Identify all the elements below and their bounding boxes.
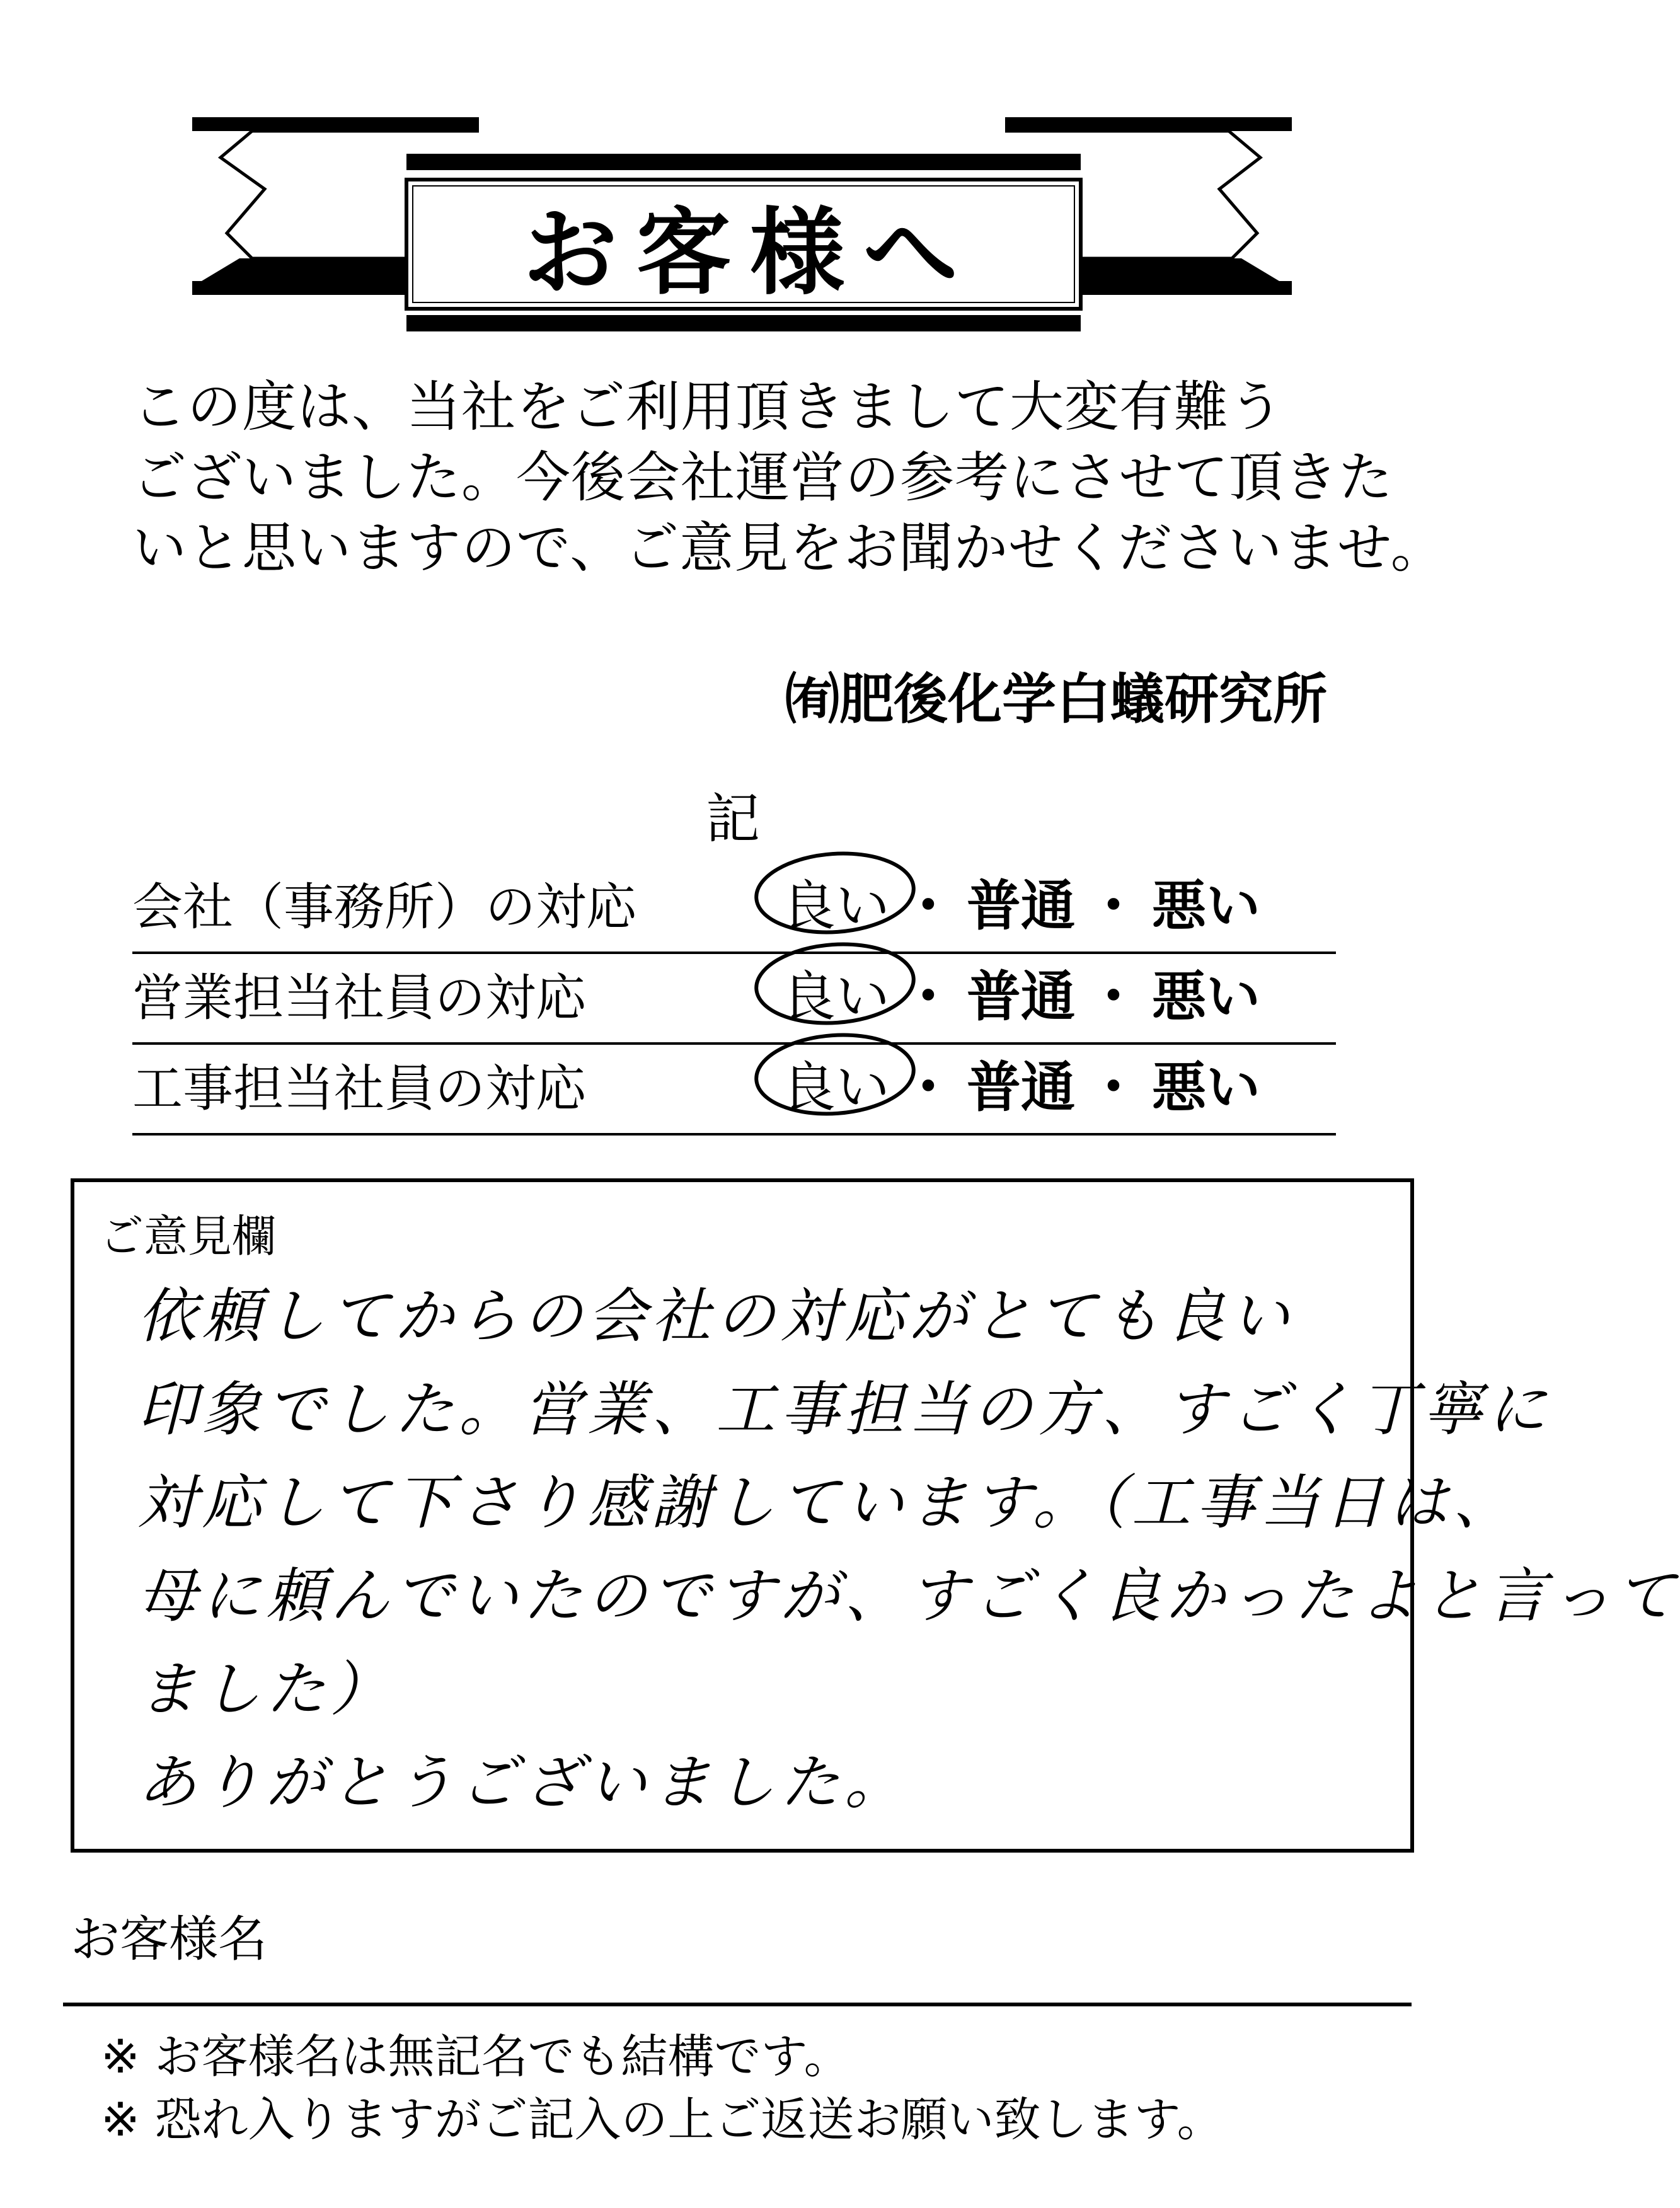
comment-line: ました） — [137, 1655, 395, 1724]
opinion-label: ご意見欄 — [100, 1210, 276, 1262]
option-bad[interactable]: 悪い — [1152, 1056, 1260, 1119]
option-good-label: 良い — [781, 1056, 890, 1119]
intro-line: ございました。今後会社運営の参考にさせて頂きた — [132, 446, 1393, 509]
option-good-label: 良い — [781, 965, 890, 1028]
rating-label: 会社（事務所）の対応 — [132, 878, 636, 936]
option-good-selected[interactable] — [781, 862, 890, 940]
customer-name-label: お客様名 — [71, 1911, 268, 1968]
option-good-selected[interactable] — [781, 1044, 890, 1122]
intro-line: この度は、当社をご利用頂きまして大変有難う — [132, 376, 1284, 439]
option-separator: ・ — [1086, 875, 1141, 938]
opinion-box[interactable] — [71, 1178, 1680, 1853]
comment-line: 印象でした。営業、工事担当の方、すごく丁寧に — [137, 1376, 1552, 1444]
banner-top-bar-center — [406, 154, 1081, 170]
option-normal[interactable]: 普通 — [967, 965, 1075, 1028]
intro-paragraph — [132, 372, 1446, 584]
option-good-label: 良い — [781, 875, 890, 938]
page-title: お客様へ — [522, 197, 977, 308]
customer-name-line[interactable] — [63, 2003, 1412, 2006]
rating-label: 工事担当社員の対応 — [132, 1059, 586, 1118]
option-bad[interactable]: 悪い — [1152, 875, 1260, 938]
option-separator: ・ — [901, 1056, 955, 1119]
option-normal[interactable]: 普通 — [967, 1056, 1075, 1119]
option-separator: ・ — [901, 965, 955, 1028]
option-separator: ・ — [1086, 965, 1141, 1028]
banner-bottom-bar-center — [406, 315, 1081, 331]
rating-row-construction — [132, 1045, 1336, 1136]
company-name: ㈲肥後化学白蟻研究所 — [785, 668, 1327, 731]
rating-row-office — [132, 863, 1336, 954]
ki-heading: 記 — [706, 788, 760, 851]
rating-options — [781, 953, 1260, 1031]
option-bad[interactable]: 悪い — [1152, 965, 1260, 1028]
option-separator: ・ — [901, 875, 955, 938]
rating-options — [781, 862, 1260, 940]
note-return: ※ 恐れ入りますがご記入の上ご返送お願い致します。 — [101, 2093, 1224, 2147]
comment-line: 対応して下さり感謝しています。（工事当日は、 — [137, 1469, 1517, 1538]
intro-line: いと思いますので、ご意見をお聞かせくださいませ。 — [132, 517, 1446, 580]
option-normal[interactable]: 普通 — [967, 875, 1075, 938]
rating-options — [781, 1044, 1260, 1122]
banner-top-bar-left — [192, 117, 479, 131]
note-anonymous: ※ お客様名は無記名でも結構です。 — [101, 2030, 851, 2084]
banner-top-bar-right — [1005, 117, 1292, 131]
option-separator: ・ — [1086, 1056, 1141, 1119]
comment-line: 依頼してからの会社の対応がとても良い — [137, 1282, 1295, 1351]
rating-label: 営業担当社員の対応 — [132, 969, 586, 1027]
comment-line: ありがとうございました。 — [137, 1749, 909, 1817]
rating-row-sales — [132, 954, 1336, 1045]
option-good-selected[interactable] — [781, 953, 890, 1031]
handwritten-comment — [137, 1270, 1680, 1830]
comment-line: 母に頼んでいたのですが、すごく良かったよと言って — [137, 1562, 1680, 1631]
